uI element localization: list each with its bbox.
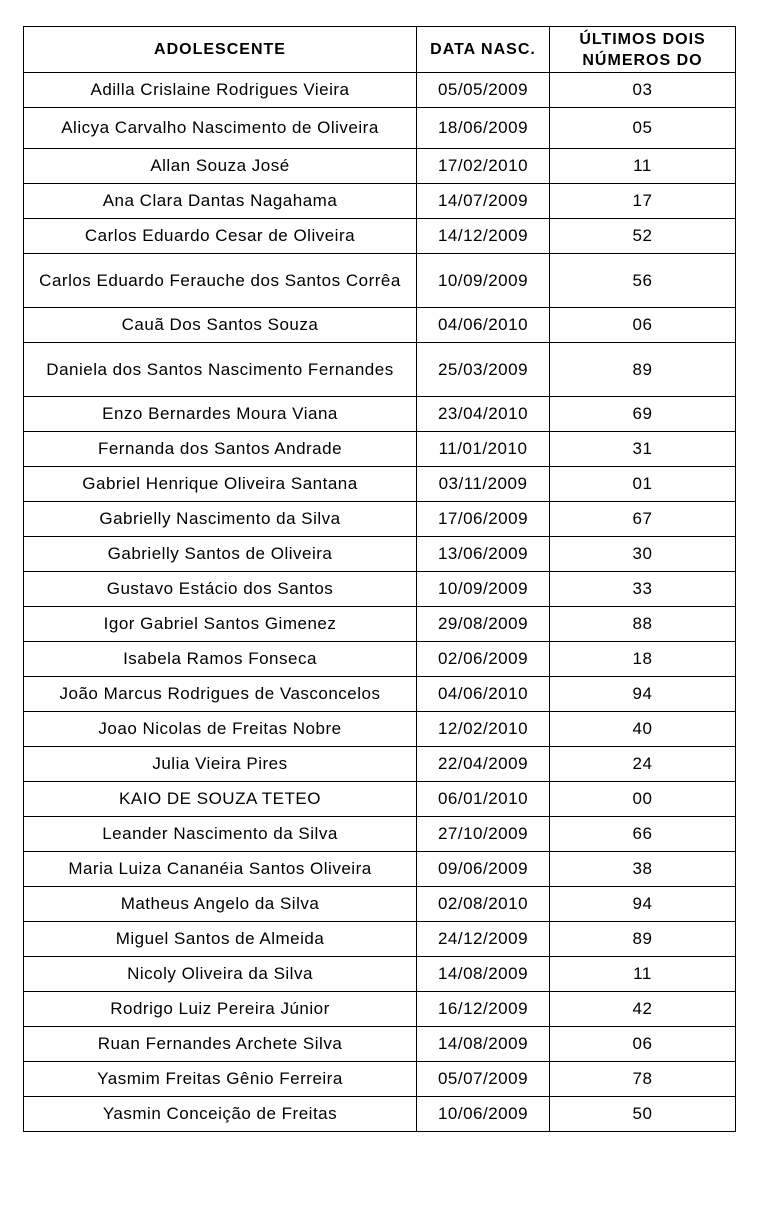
table-row — [24, 572, 736, 607]
cell-name: Gabrielly Nascimento da Silva — [24, 502, 417, 537]
cell-name: Leander Nascimento da Silva — [24, 817, 417, 852]
header-date: DATA NASC. — [417, 27, 550, 73]
cell-name: Yasmim Freitas Gênio Ferreira — [24, 1062, 417, 1097]
cell-birth-date: 18/06/2009 — [417, 108, 550, 149]
cell-birth-date: 12/02/2010 — [417, 712, 550, 747]
cell-last-digits: 24 — [550, 747, 736, 782]
cell-name: Yasmin Conceição de Freitas — [24, 1097, 417, 1132]
cell-birth-date: 22/04/2009 — [417, 747, 550, 782]
table-row — [24, 817, 736, 852]
header-number — [550, 27, 736, 73]
table-row — [24, 308, 736, 343]
cell-name: Allan Souza José — [24, 149, 417, 184]
cell-birth-date: 09/06/2009 — [417, 852, 550, 887]
cell-last-digits: 11 — [550, 149, 736, 184]
cell-name: Julia Vieira Pires — [24, 747, 417, 782]
table-row — [24, 184, 736, 219]
cell-last-digits: 89 — [550, 343, 736, 397]
cell-name: Isabela Ramos Fonseca — [24, 642, 417, 677]
table-row — [24, 852, 736, 887]
cell-birth-date: 04/06/2010 — [417, 677, 550, 712]
cell-last-digits: 89 — [550, 922, 736, 957]
cell-name: Igor Gabriel Santos Gimenez — [24, 607, 417, 642]
cell-last-digits: 69 — [550, 397, 736, 432]
cell-last-digits: 38 — [550, 852, 736, 887]
cell-name: Rodrigo Luiz Pereira Júnior — [24, 992, 417, 1027]
cell-name: Gabrielly Santos de Oliveira — [24, 537, 417, 572]
cell-last-digits: 11 — [550, 957, 736, 992]
cell-last-digits: 06 — [550, 1027, 736, 1062]
table-row — [24, 149, 736, 184]
cell-birth-date: 05/05/2009 — [417, 73, 550, 108]
cell-birth-date: 27/10/2009 — [417, 817, 550, 852]
cell-last-digits: 30 — [550, 537, 736, 572]
cell-name: Alicya Carvalho Nascimento de Oliveira — [24, 108, 417, 149]
cell-name: Carlos Eduardo Cesar de Oliveira — [24, 219, 417, 254]
cell-birth-date: 14/08/2009 — [417, 957, 550, 992]
table-row — [24, 219, 736, 254]
table-row — [24, 1062, 736, 1097]
header-number-line2: NÚMEROS DO — [582, 51, 703, 69]
cell-name: Ruan Fernandes Archete Silva — [24, 1027, 417, 1062]
cell-birth-date: 11/01/2010 — [417, 432, 550, 467]
cell-last-digits: 17 — [550, 184, 736, 219]
cell-birth-date: 14/12/2009 — [417, 219, 550, 254]
cell-birth-date: 06/01/2010 — [417, 782, 550, 817]
cell-birth-date: 10/09/2009 — [417, 254, 550, 308]
cell-birth-date: 04/06/2010 — [417, 308, 550, 343]
table-row — [24, 992, 736, 1027]
table-row — [24, 537, 736, 572]
cell-last-digits: 18 — [550, 642, 736, 677]
table-row — [24, 343, 736, 397]
header-number-line1: ÚLTIMOS DOIS — [579, 30, 706, 48]
header-name: ADOLESCENTE — [24, 27, 417, 73]
table-row — [24, 957, 736, 992]
cell-name: Matheus Angelo da Silva — [24, 887, 417, 922]
cell-birth-date: 29/08/2009 — [417, 607, 550, 642]
cell-birth-date: 25/03/2009 — [417, 343, 550, 397]
cell-name: Adilla Crislaine Rodrigues Vieira — [24, 73, 417, 108]
cell-last-digits: 31 — [550, 432, 736, 467]
table-row — [24, 1027, 736, 1062]
cell-birth-date: 02/08/2010 — [417, 887, 550, 922]
table-body — [24, 73, 736, 1132]
cell-name: João Marcus Rodrigues de Vasconcelos — [24, 677, 417, 712]
cell-birth-date: 05/07/2009 — [417, 1062, 550, 1097]
cell-last-digits: 01 — [550, 467, 736, 502]
cell-name: Ana Clara Dantas Nagahama — [24, 184, 417, 219]
cell-birth-date: 24/12/2009 — [417, 922, 550, 957]
table-row — [24, 782, 736, 817]
cell-last-digits: 78 — [550, 1062, 736, 1097]
cell-last-digits: 40 — [550, 712, 736, 747]
cell-name: Maria Luiza Cananéia Santos Oliveira — [24, 852, 417, 887]
cell-last-digits: 94 — [550, 887, 736, 922]
cell-last-digits: 33 — [550, 572, 736, 607]
cell-name: Fernanda dos Santos Andrade — [24, 432, 417, 467]
cell-birth-date: 14/08/2009 — [417, 1027, 550, 1062]
header-row — [24, 27, 736, 73]
cell-name: Cauã Dos Santos Souza — [24, 308, 417, 343]
cell-birth-date: 13/06/2009 — [417, 537, 550, 572]
table-row — [24, 397, 736, 432]
table-row — [24, 108, 736, 149]
table-row — [24, 747, 736, 782]
cell-last-digits: 52 — [550, 219, 736, 254]
cell-last-digits: 50 — [550, 1097, 736, 1132]
cell-last-digits: 66 — [550, 817, 736, 852]
cell-birth-date: 03/11/2009 — [417, 467, 550, 502]
cell-name: Gustavo Estácio dos Santos — [24, 572, 417, 607]
table-row — [24, 1097, 736, 1132]
cell-last-digits: 00 — [550, 782, 736, 817]
cell-name: KAIO DE SOUZA TETEO — [24, 782, 417, 817]
cell-birth-date: 14/07/2009 — [417, 184, 550, 219]
table-row — [24, 607, 736, 642]
cell-name: Nicoly Oliveira da Silva — [24, 957, 417, 992]
table-row — [24, 73, 736, 108]
cell-birth-date: 10/09/2009 — [417, 572, 550, 607]
cell-birth-date: 02/06/2009 — [417, 642, 550, 677]
cell-name: Gabriel Henrique Oliveira Santana — [24, 467, 417, 502]
cell-last-digits: 06 — [550, 308, 736, 343]
cell-birth-date: 17/02/2010 — [417, 149, 550, 184]
cell-name: Daniela dos Santos Nascimento Fernandes — [24, 343, 417, 397]
students-table — [23, 26, 736, 1132]
table-row — [24, 432, 736, 467]
table-row — [24, 712, 736, 747]
table-row — [24, 887, 736, 922]
table-row — [24, 677, 736, 712]
cell-name: Enzo Bernardes Moura Viana — [24, 397, 417, 432]
cell-birth-date: 10/06/2009 — [417, 1097, 550, 1132]
table-row — [24, 254, 736, 308]
cell-name: Carlos Eduardo Ferauche dos Santos Corrêa — [24, 254, 417, 308]
cell-last-digits: 03 — [550, 73, 736, 108]
table-row — [24, 922, 736, 957]
cell-last-digits: 94 — [550, 677, 736, 712]
cell-birth-date: 16/12/2009 — [417, 992, 550, 1027]
cell-birth-date: 17/06/2009 — [417, 502, 550, 537]
cell-last-digits: 56 — [550, 254, 736, 308]
cell-last-digits: 67 — [550, 502, 736, 537]
cell-name: Miguel Santos de Almeida — [24, 922, 417, 957]
cell-birth-date: 23/04/2010 — [417, 397, 550, 432]
table-row — [24, 642, 736, 677]
cell-name: Joao Nicolas de Freitas Nobre — [24, 712, 417, 747]
table-row — [24, 502, 736, 537]
cell-last-digits: 88 — [550, 607, 736, 642]
cell-last-digits: 05 — [550, 108, 736, 149]
table-row — [24, 467, 736, 502]
cell-last-digits: 42 — [550, 992, 736, 1027]
